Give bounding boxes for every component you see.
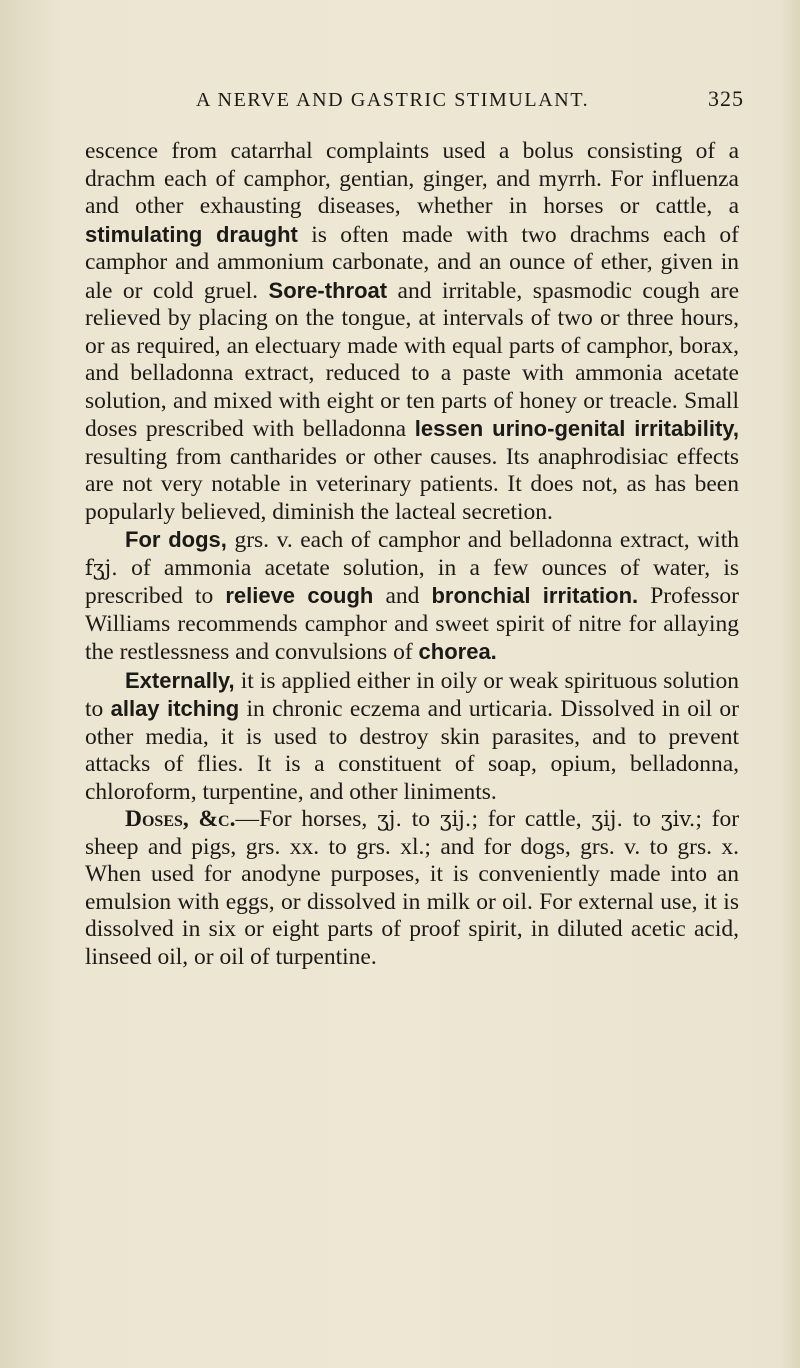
text-run: is often made with two drachms each of camphor and ammonium carbonate, and an ounce of ether, given in ale or cold gruel. — [85, 221, 740, 304]
apothecary-dose: ʒiv. — [660, 807, 696, 831]
bold-term: relieve cough — [225, 583, 374, 608]
text-run: ; for cattle, — [471, 806, 592, 832]
bold-term: For dogs, — [125, 527, 227, 552]
text-run: —For horses, — [235, 806, 377, 832]
bold-term: allay itching — [110, 696, 240, 721]
bold-term: stimulating draught — [85, 221, 298, 247]
paragraph — [85, 526, 739, 667]
section-lead: Doses, &c. — [125, 806, 236, 832]
text-run: to — [623, 806, 661, 832]
bold-term: bronchial irritation. — [431, 583, 639, 608]
paragraph — [85, 806, 739, 971]
bold-term: Sore-throat — [268, 277, 388, 303]
bold-term: Externally, — [125, 667, 235, 693]
text-run: escence from catarrhal complaints used a bolus consisting of a drachm each of camphor, gentian, ginger, and myrrh. For influenza and other exhausting diseases, whether in horses or cattle, a — [85, 138, 739, 219]
bold-term: chorea. — [418, 639, 497, 664]
apothecary-dose: ʒj. — [376, 807, 403, 831]
apothecary-dose: ʒij. — [591, 807, 624, 831]
page-number: 325 — [708, 86, 744, 111]
text-run: in chronic eczema and urticaria. Dissolved in oil or other media, it is used to destroy skin parasites, and to prevent attacks of flies. It is a constituent of soap, opium, belladonna, chloroform, turpentine, and other liniments. — [85, 696, 739, 805]
text-run: resulting from cantharides or other causes. Its anaphrodisiac effects are not very notable in veterinary patients. It does not, as has been popularly believed, diminish the lacteal secretion. — [85, 443, 739, 525]
text-run: and irritable, spasmodic cough are relieved by placing on the tongue, at intervals of two or three hours, or as required, an electuary made with equal parts of camphor, borax, and belladonna extract, reduced to a paste with ammonia acetate solution, and mixed with eight or ten parts of honey or treacle. Small doses prescribed with belladonna — [85, 277, 739, 442]
apothecary-dose: ʒij. — [439, 807, 472, 831]
bold-term: lessen urino-genital irritability, — [414, 416, 739, 441]
text-run: it is applied either in oily or weak spirituous solution to — [85, 667, 739, 722]
paragraph — [85, 667, 739, 807]
text-run: of ammonia acetate solution, in a few ounces of water, is prescribed to — [85, 554, 739, 609]
apothecary-dose: fʒj. — [85, 555, 118, 580]
text-run: ; for sheep and pigs, grs. xx. to grs. xl.; and for dogs, grs. v. to grs. x. When used for anodyne purposes, it is conveniently made into an emulsion with eggs, or dissolved in milk or oil. For external use, it is dissolved in six or eight parts of proof spirit, in diluted acetic acid, linseed oil, or oil of turpentine. — [85, 806, 740, 970]
paragraph — [85, 138, 739, 526]
text-run: and — [373, 583, 432, 609]
text-run: to — [402, 806, 440, 832]
text-run: Professor Williams recommends camphor and sweet spirit of nitre for allaying the restlessness and convulsions of — [85, 583, 739, 665]
running-head — [196, 86, 744, 112]
body-text — [85, 138, 739, 971]
text-run: grs. v. each of camphor and belladonna extract, with — [226, 527, 739, 553]
running-head-title: A NERVE AND GASTRIC STIMULANT. — [196, 89, 590, 111]
